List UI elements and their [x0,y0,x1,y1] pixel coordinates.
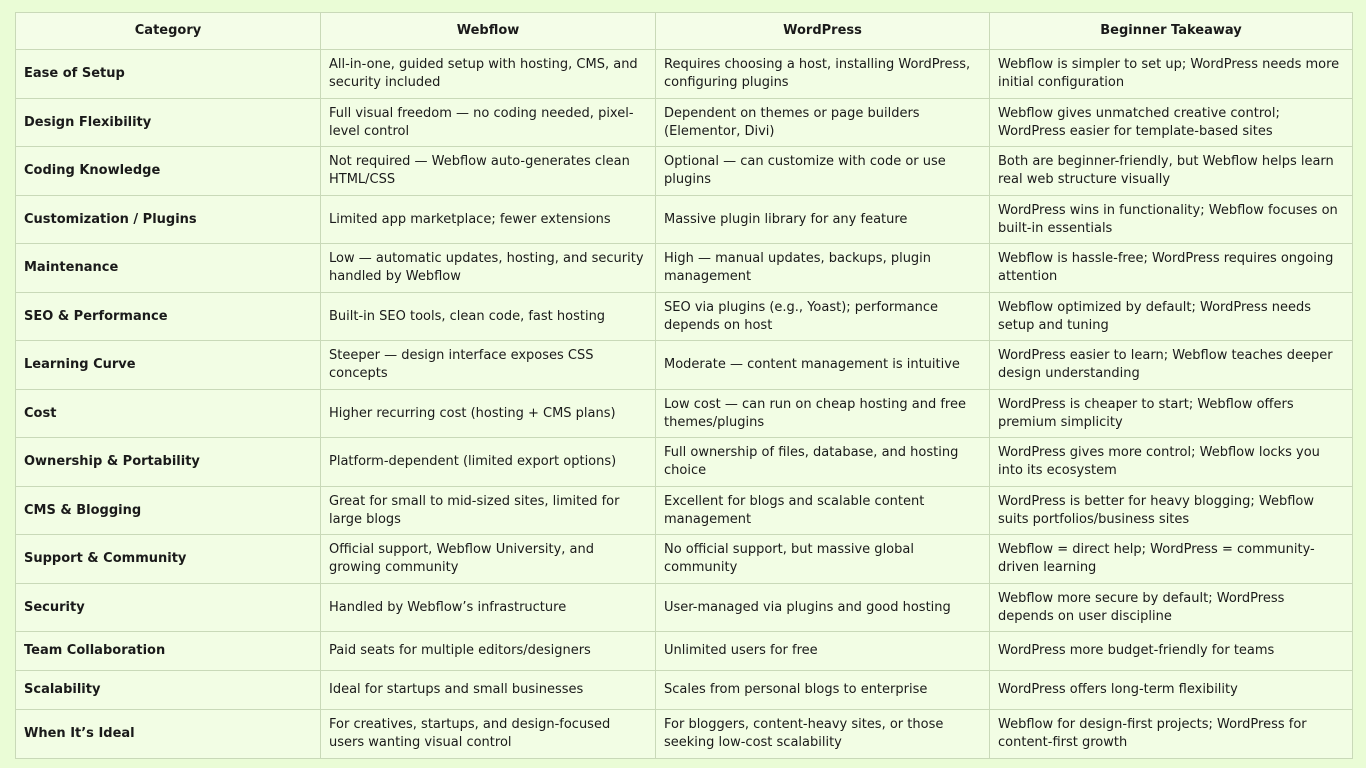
cell-takeaway: WordPress is better for heavy blogging; Webflow suits portfolios/business sites [990,487,1353,535]
table-row [16,632,1353,671]
cell-category: When It’s Ideal [16,710,321,759]
header-category: Category [16,13,321,50]
comparison-table [15,12,1353,759]
cell-wordpress: Moderate — content management is intuitive [656,341,990,390]
header-row [16,13,1353,50]
cell-wordpress: Requires choosing a host, installing WordPress, configuring plugins [656,50,990,99]
cell-webflow: Low — automatic updates, hosting, and security handled by Webflow [321,244,656,293]
cell-webflow: Full visual freedom — no coding needed, pixel-level control [321,99,656,147]
cell-category: Coding Knowledge [16,147,321,196]
cell-takeaway: WordPress gives more control; Webflow locks you into its ecosystem [990,438,1353,487]
header-takeaway: Beginner Takeaway [990,13,1353,50]
cell-category: Customization / Plugins [16,196,321,244]
cell-category: CMS & Blogging [16,487,321,535]
cell-category: Design Flexibility [16,99,321,147]
cell-takeaway: Webflow is hassle-free; WordPress requires ongoing attention [990,244,1353,293]
cell-webflow: Platform-dependent (limited export options) [321,438,656,487]
cell-category: SEO & Performance [16,293,321,341]
cell-webflow: Not required — Webflow auto-generates clean HTML/CSS [321,147,656,196]
cell-takeaway: WordPress wins in functionality; Webflow focuses on built-in essentials [990,196,1353,244]
cell-webflow: Great for small to mid-sized sites, limited for large blogs [321,487,656,535]
cell-wordpress: SEO via plugins (e.g., Yoast); performance depends on host [656,293,990,341]
cell-wordpress: Unlimited users for free [656,632,990,671]
cell-category: Team Collaboration [16,632,321,671]
header-wordpress: WordPress [656,13,990,50]
cell-category: Scalability [16,671,321,710]
cell-takeaway: WordPress more budget-friendly for teams [990,632,1353,671]
table-row [16,710,1353,759]
cell-takeaway: Webflow for design-first projects; WordPress for content-first growth [990,710,1353,759]
table-row [16,535,1353,584]
cell-wordpress: User-managed via plugins and good hosting [656,584,990,632]
table-row [16,584,1353,632]
cell-wordpress: Massive plugin library for any feature [656,196,990,244]
cell-wordpress: Optional — can customize with code or use plugins [656,147,990,196]
cell-wordpress: For bloggers, content-heavy sites, or those seeking low-cost scalability [656,710,990,759]
cell-wordpress: No official support, but massive global community [656,535,990,584]
cell-webflow: Higher recurring cost (hosting + CMS plans) [321,390,656,438]
cell-takeaway: Webflow gives unmatched creative control; WordPress easier for template-based sites [990,99,1353,147]
cell-webflow: Paid seats for multiple editors/designers [321,632,656,671]
cell-category: Security [16,584,321,632]
cell-takeaway: Webflow optimized by default; WordPress needs setup and tuning [990,293,1353,341]
cell-webflow: Built-in SEO tools, clean code, fast hosting [321,293,656,341]
cell-wordpress: Scales from personal blogs to enterprise [656,671,990,710]
cell-takeaway: WordPress easier to learn; Webflow teaches deeper design understanding [990,341,1353,390]
cell-takeaway: WordPress is cheaper to start; Webflow offers premium simplicity [990,390,1353,438]
table-row [16,99,1353,147]
cell-wordpress: High — manual updates, backups, plugin management [656,244,990,293]
cell-wordpress: Full ownership of files, database, and hosting choice [656,438,990,487]
header-webflow: Webflow [321,13,656,50]
table-body [16,50,1353,759]
cell-webflow: Ideal for startups and small businesses [321,671,656,710]
table-row [16,487,1353,535]
table-row [16,438,1353,487]
cell-webflow: Limited app marketplace; fewer extensions [321,196,656,244]
cell-category: Ownership & Portability [16,438,321,487]
cell-takeaway: WordPress offers long-term flexibility [990,671,1353,710]
cell-webflow: Steeper — design interface exposes CSS concepts [321,341,656,390]
cell-category: Ease of Setup [16,50,321,99]
cell-wordpress: Dependent on themes or page builders (Elementor, Divi) [656,99,990,147]
comparison-table-wrapper [15,12,1352,759]
cell-category: Support & Community [16,535,321,584]
table-row [16,341,1353,390]
table-row [16,147,1353,196]
table-row [16,671,1353,710]
cell-takeaway: Both are beginner-friendly, but Webflow helps learn real web structure visually [990,147,1353,196]
cell-takeaway: Webflow is simpler to set up; WordPress needs more initial configuration [990,50,1353,99]
cell-webflow: Handled by Webflow’s infrastructure [321,584,656,632]
table-row [16,196,1353,244]
cell-webflow: Official support, Webflow University, and growing community [321,535,656,584]
cell-category: Maintenance [16,244,321,293]
cell-wordpress: Low cost — can run on cheap hosting and free themes/plugins [656,390,990,438]
cell-category: Learning Curve [16,341,321,390]
table-row [16,50,1353,99]
table-row [16,293,1353,341]
cell-wordpress: Excellent for blogs and scalable content management [656,487,990,535]
table-row [16,244,1353,293]
cell-takeaway: Webflow = direct help; WordPress = community-driven learning [990,535,1353,584]
table-row [16,390,1353,438]
cell-webflow: For creatives, startups, and design-focused users wanting visual control [321,710,656,759]
cell-category: Cost [16,390,321,438]
cell-webflow: All-in-one, guided setup with hosting, CMS, and security included [321,50,656,99]
cell-takeaway: Webflow more secure by default; WordPress depends on user discipline [990,584,1353,632]
